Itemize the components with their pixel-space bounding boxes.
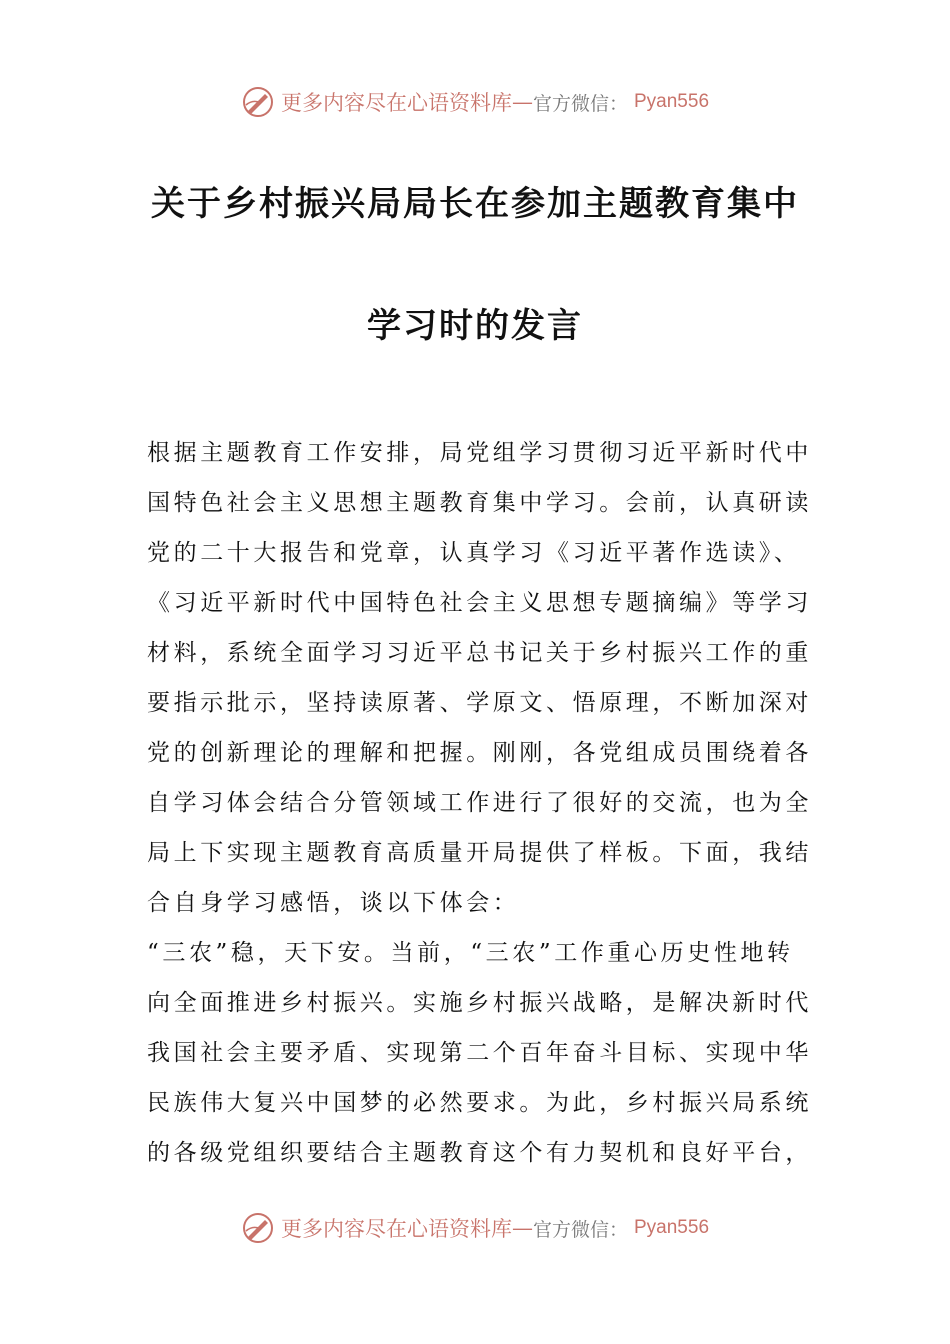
header-banner [0,82,950,122]
header-separator: — [511,90,533,114]
body-line: 根据主题教育工作安排，局党组学习贯彻习近平新时代中 [147,440,812,466]
body-line: 材料，系统全面学习习近平总书记关于乡村振兴工作的重 [147,640,812,666]
body-line: 向全面推进乡村振兴。实施乡村振兴战略，是解决新时代 [147,990,812,1016]
footer-wechat-label: 官方微信： [532,1218,628,1241]
body-line: 党的二十大报告和党章，认真学习《习近平著作选读》、 [147,540,801,566]
document-title-line-1: 关于乡村振兴局局长在参加主题教育集中 [151,184,799,224]
body-line: 民族伟大复兴中国梦的必然要求。为此，乡村振兴局系统 [147,1090,812,1116]
header-wechat-label: 官方微信： [532,92,628,115]
header-brand-text: 更多内容尽在心语资料库 [280,91,512,115]
pen-logo-icon [241,1211,275,1245]
body-line: 国特色社会主义思想主题教育集中学习。会前，认真研读 [147,490,812,516]
body-line: 局上下实现主题教育高质量开局提供了样板。下面，我结 [147,840,812,866]
footer-wechat-id: Pyan556 [634,1217,710,1238]
body-line: 要指示批示，坚持读原著、学原文、悟原理，不断加深对 [147,690,812,716]
body-line: 合自身学习感悟，谈以下体会： [147,890,520,916]
body-line: 《习近平新时代中国特色社会主义思想专题摘编》等学习 [147,590,812,616]
body-line: 的各级党组织要结合主题教育这个有力契机和良好平台， [147,1140,812,1166]
body-line: 自学习体会结合分管领域工作进行了很好的交流，也为全 [147,790,812,816]
footer-separator: — [511,1216,533,1240]
body-line: “三农”稳，天下安。当前，“三农”工作重心历史性地转 [147,940,794,966]
footer-banner [0,1208,950,1248]
body-line: 党的创新理论的理解和把握。刚刚，各党组成员围绕着各 [147,740,812,766]
document-body [147,428,812,1178]
header-wechat-id: Pyan556 [634,91,710,112]
pen-logo-icon [241,85,275,119]
body-line: 我国社会主要矛盾、实现第二个百年奋斗目标、实现中华 [147,1040,812,1066]
footer-brand-text: 更多内容尽在心语资料库 [280,1217,512,1241]
document-title-line-2: 学习时的发言 [367,306,583,346]
